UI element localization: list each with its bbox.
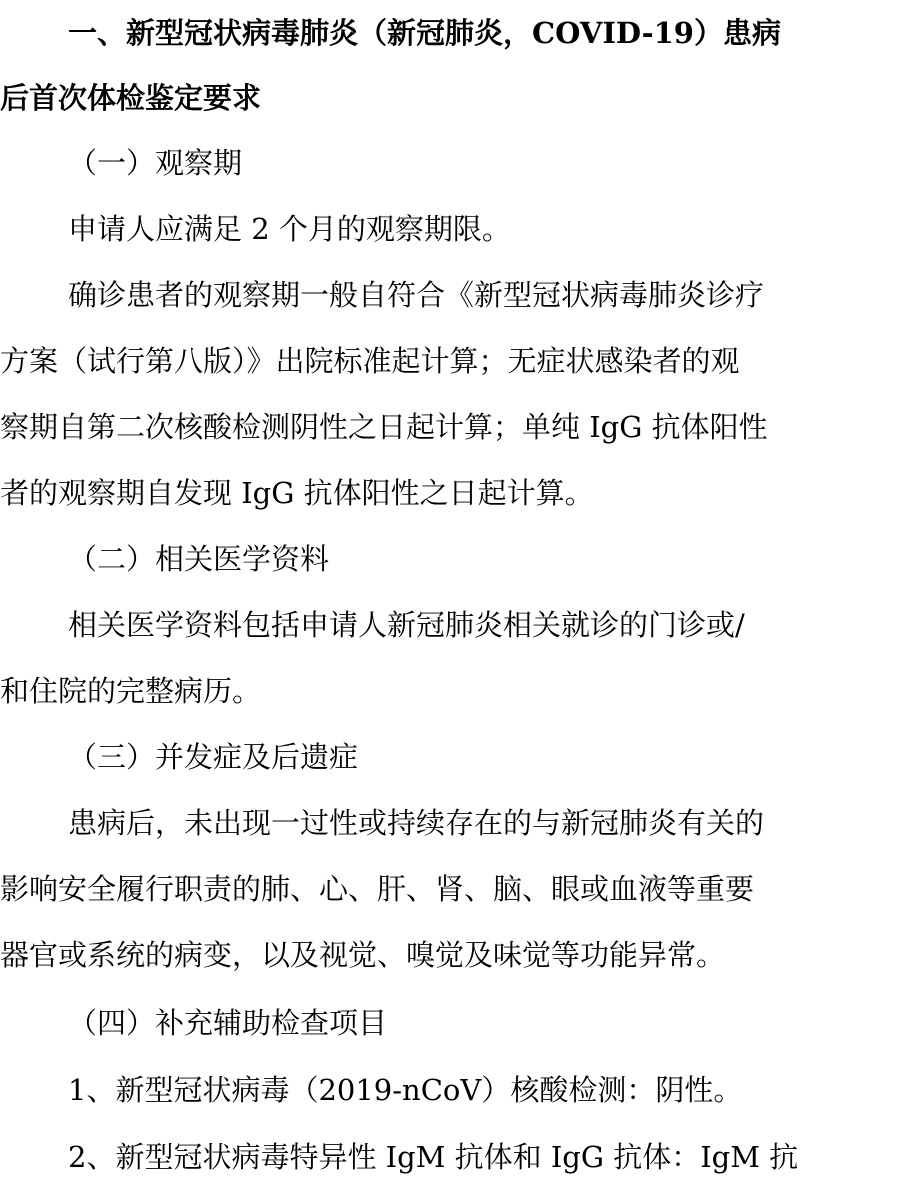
paragraph-line: 影响安全履行职责的肺、心、肝、肾、脑、眼或血液等重要 xyxy=(0,872,755,906)
section-heading-observation-period: （一）观察期 xyxy=(68,146,243,180)
document-title-line-1: 一、新型冠状病毒肺炎（新冠肺炎，COVID-19）患病 xyxy=(68,16,781,50)
paragraph-line: 者的观察期自发现 IgG 抗体阳性之日起计算。 xyxy=(0,476,594,510)
paragraph-line: 察期自第二次核酸检测阴性之日起计算；单纯 IgG 抗体阳性 xyxy=(0,410,768,444)
section-heading-medical-records: （二）相关医学资料 xyxy=(68,542,330,576)
document-title-line-2: 后首次体检鉴定要求 xyxy=(0,81,262,115)
paragraph-line: 确诊患者的观察期一般自符合《新型冠状病毒肺炎诊疗 xyxy=(68,278,765,312)
section-heading-supplementary-tests: （四）补充辅助检查项目 xyxy=(68,1006,388,1040)
paragraph-line: 方案（试行第八版）》出院标准起计算；无症状感染者的观 xyxy=(0,344,740,378)
paragraph-line: 2、新型冠状病毒特异性 IgM 抗体和 IgG 抗体：IgM 抗 xyxy=(68,1140,799,1174)
paragraph-line: 器官或系统的病变，以及视觉、嗅觉及味觉等功能异常。 xyxy=(0,938,726,972)
paragraph-line: 1、新型冠状病毒（2019-nCoV）核酸检测：阴性。 xyxy=(68,1073,743,1107)
paragraph-line: 患病后，未出现一过性或持续存在的与新冠肺炎有关的 xyxy=(68,806,765,840)
section-heading-complications: （三）并发症及后遗症 xyxy=(68,740,359,774)
paragraph-line: 相关医学资料包括申请人新冠肺炎相关就诊的门诊或/ xyxy=(68,608,745,642)
paragraph-line: 申请人应满足 2 个月的观察期限。 xyxy=(68,212,511,246)
paragraph-line: 和住院的完整病历。 xyxy=(0,674,262,708)
